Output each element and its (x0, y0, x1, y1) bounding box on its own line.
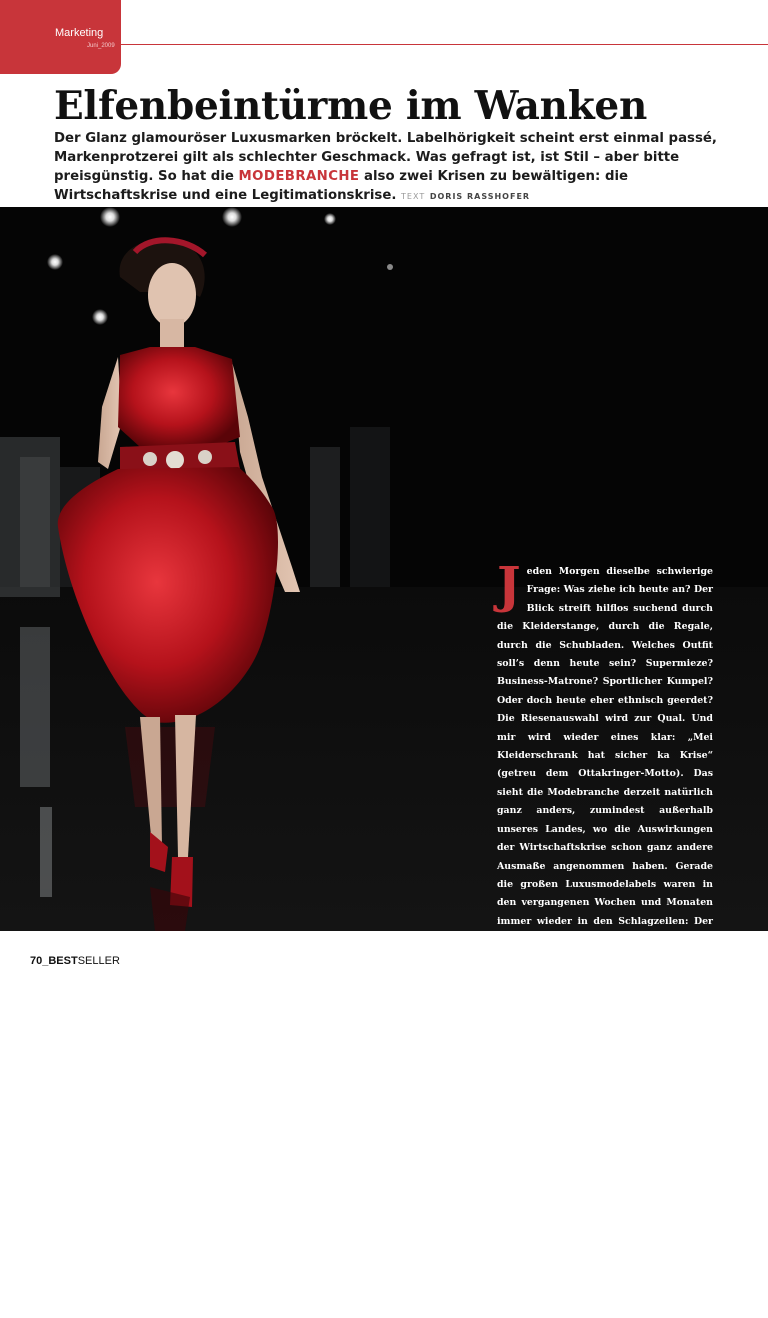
section-tab (0, 0, 121, 74)
belt-jewel (143, 452, 157, 466)
belt-jewel (198, 450, 212, 464)
lead-text-1: Der Glanz glamouröser Luxusmarken bröckelt. Labelhörigkeit scheint erst einmal passé, Markenprotzerei gilt als schlechter Geschmack. Was gefragt ist, ist Stil – aber bitte preisgünstig. So hat die (54, 131, 717, 184)
model-neck (160, 319, 184, 351)
headline: Elfenbeintürme im Wanken (54, 83, 647, 129)
stage-light (222, 207, 242, 227)
stage-light (47, 254, 63, 270)
magazine-brand-bold: BEST (48, 955, 78, 967)
stage-light (324, 213, 336, 225)
lead-paragraph (54, 129, 744, 206)
stage-light (92, 309, 108, 325)
stage-light (387, 264, 393, 270)
article-body (497, 555, 713, 1318)
model-face (148, 263, 196, 327)
belt-jewel (166, 451, 184, 469)
article-text: eden Morgen dieselbe schwierige Frage: Was ziehe ich heute an? Der Blick streift hilflos suchend durch die Kleiderstange, durch die Regale, durch die Schubladen. Welches Outfit soll’s denn heute sein? Supermieze? Business-Matrone? Sportlicher Kumpel? Oder doch heute eher ethnisch geerdet? Die Riesenauswahl wird zur Qual. Und mir wird wieder eines klar: „Mei Kleiderschrank hat sicher ka Krise“ (getreu dem Ottakringer-Motto). Das sieht die Modebranche derzeit natürlich ganz anders, zumindest außerhalb unseres Landes, wo die Auswirkungen der Wirtschaftskrise schon ganz andere Ausmaße angenommen haben. Gerade die großen Luxusmodelabels waren in den vergangenen Wochen und Monaten immer wieder in den Schlagzeilen: Der deutsche Luxuskonzern Escada kämpft ums Überleben, die Pariser Haut-Couture-Marke Lacroix ist pleite, Chanel hat im Frühjahr 200 Mitarbeiter entlassen und auch die italienische IT-Holding (Roberto Cavalli, Gianfranco Ferré) hat den Insolvenzberater im Haus. „Ist den Reichen die Kohle ausgegangen?“, wird sich so manch Beobachter fragen. Und in der Tat. Die bisher erfolgsverwöhnte und als krisenresistent geltende Luxusbranche muss derzeit gewaltig Federn lassen. Laut Boston Consulting Group ist dieser Markt im ersten Quartal dieses Jahres in den USA um fünfzehn Prozent eingebrochen und in Europa und Japan jeweils um zehn Prozent – zur Verdeutlichung: In diesen drei Regionen werden drei Viertel aller Luxusgüter weltweit verkauft. Für 2009 prog- (497, 566, 713, 1314)
author-name: DORIS RASSHOFER (429, 192, 531, 201)
drop-cap: J (497, 555, 521, 614)
page-footer (30, 955, 120, 967)
magazine-brand-light: SELLER (77, 955, 120, 967)
dress-bodice (118, 347, 240, 447)
page-number: 70_ (30, 955, 49, 967)
section-label: Marketing (55, 27, 104, 39)
lead-text-2: also zwei Krisen zu bewältigen: die Wirtschaftskrise und eine Legitimationskrise. (54, 169, 629, 203)
header-rule (121, 44, 768, 45)
lead-highlight: MODEBRANCHE (238, 169, 360, 184)
author-credit-label: TEXT (401, 192, 426, 201)
stage-light (100, 207, 120, 227)
issue-date: Juni_2009 (87, 43, 115, 49)
